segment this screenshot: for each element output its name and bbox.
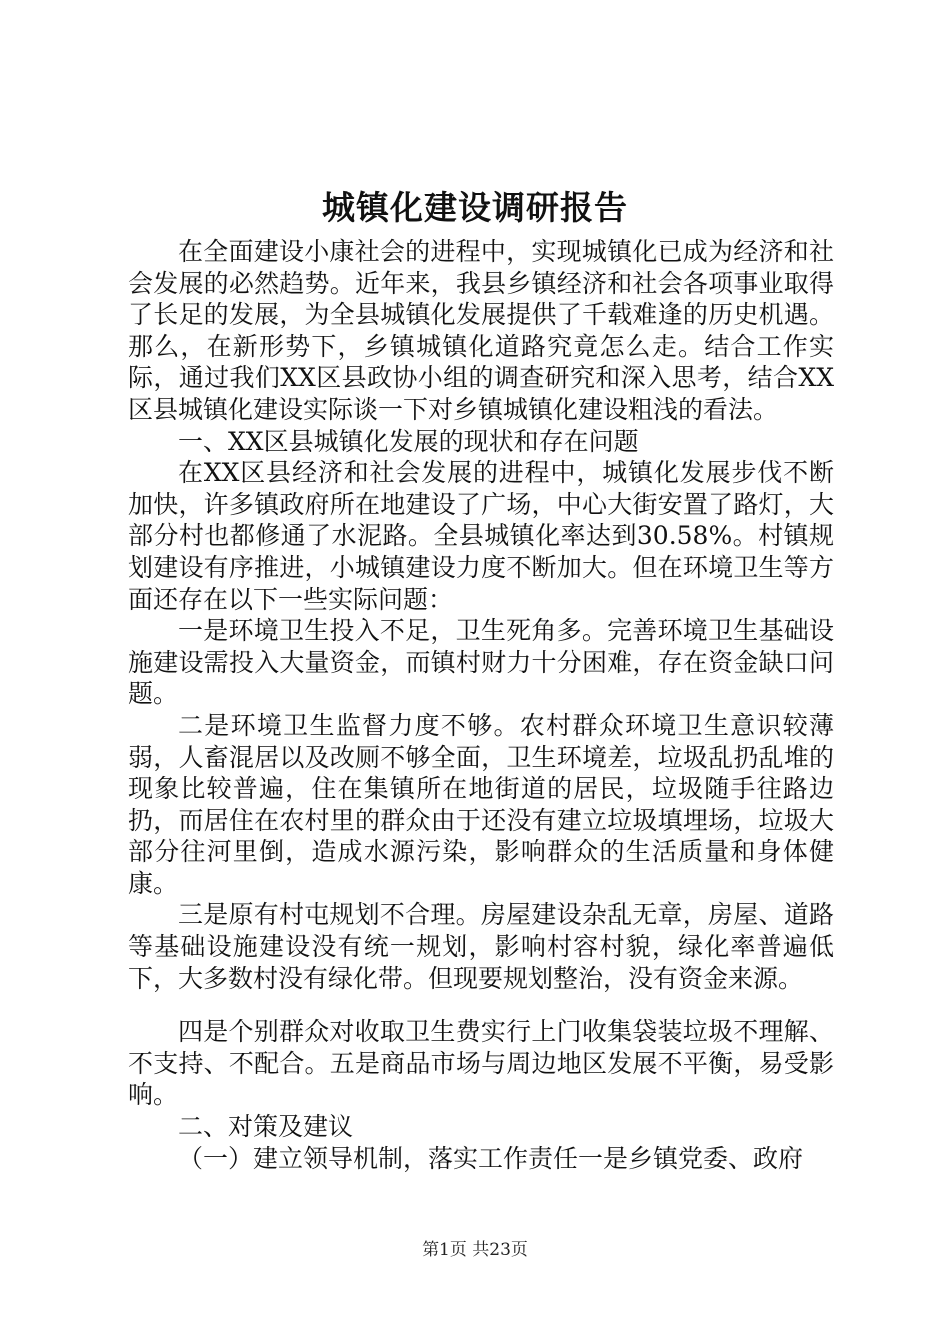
paragraph-problem-3: 三是原有村屯规划不合理。房屋建设杂乱无章，房屋、道路等基础设施建设没有统一规划，影响村容村貌，绿化率普遍低下，大多数村没有绿化带。但现要规划整治，没有资金来源。: [128, 900, 834, 993]
paragraph-problem-1: 一是环境卫生投入不足，卫生死角多。完善环境卫生基础设施建设需投入大量资金，而镇村财力十分困难，存在资金缺口问题。: [128, 616, 834, 709]
section-heading-status: 一、XX区县城镇化发展的现状和存在问题: [178, 426, 639, 456]
paragraph-problem-2: 二是环境卫生监督力度不够。农村群众环境卫生意识较薄弱，人畜混居以及改厕不够全面，卫生环境差，垃圾乱扔乱堆的现象比较普遍，住在集镇所在地街道的居民，垃圾随手往路边扔，而居住在农村里的群众由于还没有建立垃圾填埋场，垃圾大部分往河里倒，造成水源污染，影响群众的生活质量和身体健康。: [128, 710, 834, 898]
paragraph-measure-1: （一）建立领导机制，落实工作责任一是乡镇党委、政府: [178, 1143, 804, 1173]
section-heading-measures: 二、对策及建议: [178, 1112, 354, 1142]
paragraph-intro: 在全面建设小康社会的进程中，实现城镇化已成为经济和社会发展的必然趋势。近年来，我县乡镇经济和社会各项事业取得了长足的发展，为全县城镇化发展提供了千载难逢的历史机遇。那么，在新形势下，乡镇城镇化道路究竟怎么走。结合工作实际，通过我们XX区县政协小组的调查研究和深入思考，结合XX区县城镇化建设实际谈一下对乡镇城镇化建设粗浅的看法。: [128, 237, 834, 424]
paragraph-problem-4-5: 四是个别群众对收取卫生费实行上门收集袋装垃圾不理解、不支持、不配合。五是商品市场与周边地区发展不平衡，易受影响。: [128, 1017, 834, 1110]
document-body: [128, 236, 834, 1174]
paragraph-status: 在XX区县经济和社会发展的进程中，城镇化发展步伐不断加快，许多镇政府所在地建设了广场，中心大街安置了路灯，大部分村也都修通了水泥路。全县城镇化率达到30.58%。村镇规划建设有序推进，小城镇建设力度不断加大。但在环境卫生等方面还存在以下一些实际问题：: [128, 458, 834, 614]
document-title: 城镇化建设调研报告: [322, 188, 628, 227]
page-number-footer: 第1页 共23页: [422, 1240, 528, 1260]
